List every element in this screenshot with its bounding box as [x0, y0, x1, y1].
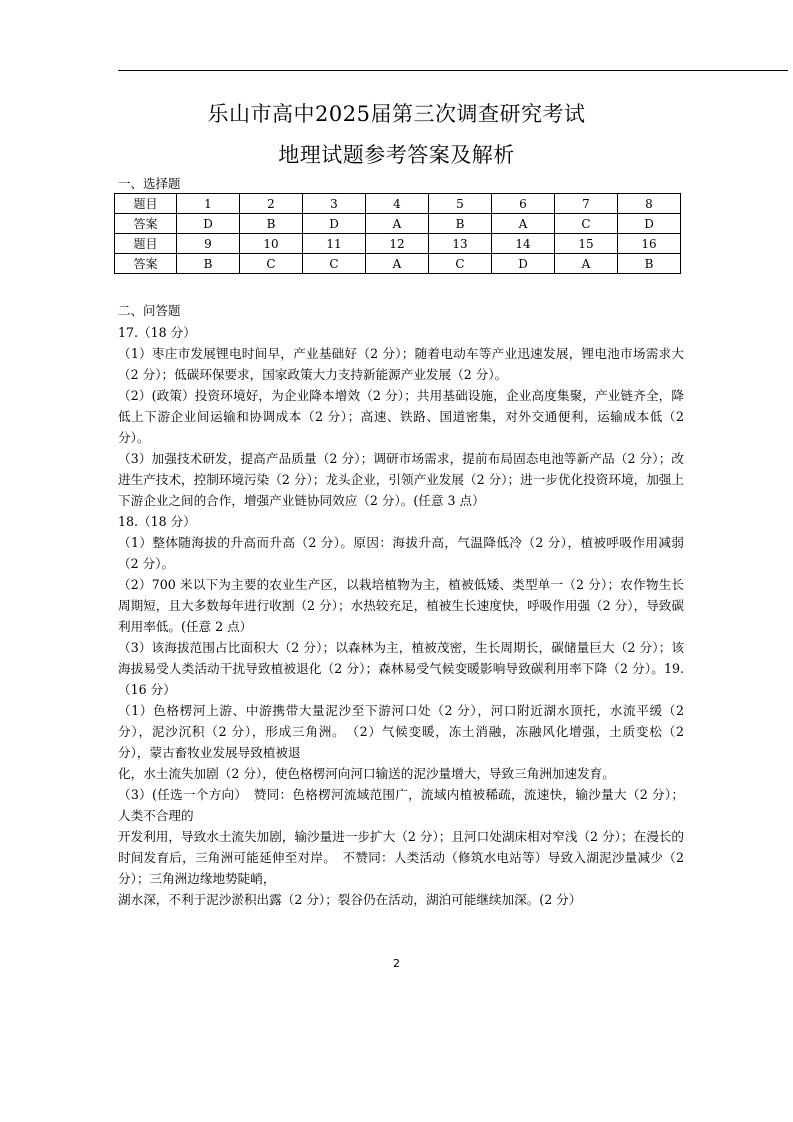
answer-cell: C — [429, 254, 492, 274]
header-rule — [118, 70, 788, 71]
question-heading: 18.（18 分） — [118, 514, 196, 529]
question-number: 11 — [303, 234, 366, 254]
question-number: 10 — [240, 234, 303, 254]
answer-paragraph: （3）(任选一个方向） 赞同：色格楞河流域范围广，流域内植被稀疏，流速快，输沙量大（2 分）；人类不合理的 — [118, 787, 684, 823]
answer-paragraph: （2）(政策）投资环境好，为企业降本增效（2 分）；共用基础设施，企业高度集聚，产业链齐全，降低上下游企业间运输和协调成本（2 分）；高速、铁路、国道密集，对外交通便利，运输成本低（2 分）。 — [118, 388, 684, 445]
page-number: 2 — [393, 957, 400, 970]
document-title: 乐山市高中2025届第三次调查研究考试 — [207, 102, 586, 126]
answer-paragraph: （3）该海拔范围占比面积大（2 分）；以森林为主，植被茂密，生长周期长，碳储量巨大（2 分）；该海拔易受人类活动干扰导致植被退化（2 分）；森林易受气候变暖影响导致碳利用率下降（2 分）。19.（16 分） — [118, 640, 684, 697]
row-label: 答案 — [115, 254, 177, 274]
answer-cell: A — [366, 214, 429, 234]
question-heading: 17.（18 分） — [118, 325, 196, 340]
row-label: 题目 — [115, 234, 177, 254]
answer-paragraph: 化，水土流失加剧（2 分），使色格楞河向河口输送的泥沙量增大，导致三角洲加速发育。 — [118, 766, 615, 781]
answer-cell: A — [555, 254, 618, 274]
answer-paragraph: 湖水深，不利于泥沙淤积出露（2 分）；裂谷仍在活动，湖泊可能继续加深。(2 分） — [118, 892, 582, 907]
question-number: 4 — [366, 194, 429, 214]
question-number: 12 — [366, 234, 429, 254]
answer-table — [114, 193, 681, 274]
document-subtitle: 地理试题参考答案及解析 — [278, 143, 515, 167]
answer-cell: B — [177, 254, 240, 274]
answer-cell: B — [618, 254, 681, 274]
answer-paragraph: （2）700 米以下为主要的农业生产区，以栽培植物为主，植被低矮、类型单一（2 分）；农作物生长周期短，且大多数每年进行收割（2 分）；水热较充足，植被生长速度快，呼吸作用强（2 分），导致碳利用率低。(任意 2 点） — [118, 577, 684, 634]
question-number: 3 — [303, 194, 366, 214]
answer-paragraph: （1）枣庄市发展锂电时间早，产业基础好（2 分）；随着电动车等产业迅速发展，锂电池市场需求大（2 分）；低碳环保要求，国家政策大力支持新能源产业发展（2 分）。 — [118, 346, 684, 382]
question-number: 14 — [492, 234, 555, 254]
question-number: 15 — [555, 234, 618, 254]
answer-cell: A — [366, 254, 429, 274]
answer-paragraph: （1）整体随海拔的升高而升高（2 分）。原因：海拔升高，气温降低冷（2 分），植被呼吸作用减弱（2 分）。 — [118, 535, 684, 571]
question-number: 7 — [555, 194, 618, 214]
answer-paragraph: （1）色格楞河上游、中游携带大量泥沙至下游河口处（2 分），河口附近湖水顶托，水流平缓（2 分），泥沙沉积（2 分），形成三角洲。 （2）气候变暖，冻土消融，冻融风化增强，土质变松（2 分），蒙古畜牧业发展导致植被退 — [118, 703, 684, 760]
section-heading-choice: 一、选择题 — [118, 176, 181, 191]
row-label: 答案 — [115, 214, 177, 234]
question-number: 1 — [177, 194, 240, 214]
answer-explanations — [118, 322, 684, 910]
answer-cell: B — [240, 214, 303, 234]
question-number: 2 — [240, 194, 303, 214]
question-number: 8 — [618, 194, 681, 214]
question-number: 5 — [429, 194, 492, 214]
table-row-questions-1 — [115, 194, 681, 214]
answer-paragraph: 开发利用，导致水土流失加剧，输沙量进一步扩大（2 分）；且河口处湖床相对窄浅（2 分）；在漫长的时间发育后，三角洲可能延伸至对岸。 不赞同：人类活动（修筑水电站等）导致入湖泥沙量减少（2 分）；三角洲边缘地势陡峭， — [118, 829, 684, 886]
table-row-answers-2 — [115, 254, 681, 274]
row-label: 题目 — [115, 194, 177, 214]
answer-cell: D — [492, 254, 555, 274]
question-number: 13 — [429, 234, 492, 254]
table-row-questions-2 — [115, 234, 681, 254]
answer-paragraph: （3）加强技术研发，提高产品质量（2 分）；调研市场需求，提前布局固态电池等新产品（2 分）；改进生产技术，控制环境污染（2 分）；龙头企业，引领产业发展（2 分）；进一步优化投资环境，加强上下游企业之间的合作，增强产业链协同效应（2 分）。(任意 3 点） — [118, 451, 684, 508]
question-number: 16 — [618, 234, 681, 254]
answer-cell: B — [429, 214, 492, 234]
answer-cell: A — [492, 214, 555, 234]
answer-cell: C — [240, 254, 303, 274]
answer-cell: C — [303, 254, 366, 274]
section-heading-qa: 二、问答题 — [118, 303, 181, 318]
answer-cell: D — [618, 214, 681, 234]
question-number: 9 — [177, 234, 240, 254]
answer-cell: C — [555, 214, 618, 234]
table-row-answers-1 — [115, 214, 681, 234]
answer-cell: D — [177, 214, 240, 234]
answer-cell: D — [303, 214, 366, 234]
question-number: 6 — [492, 194, 555, 214]
